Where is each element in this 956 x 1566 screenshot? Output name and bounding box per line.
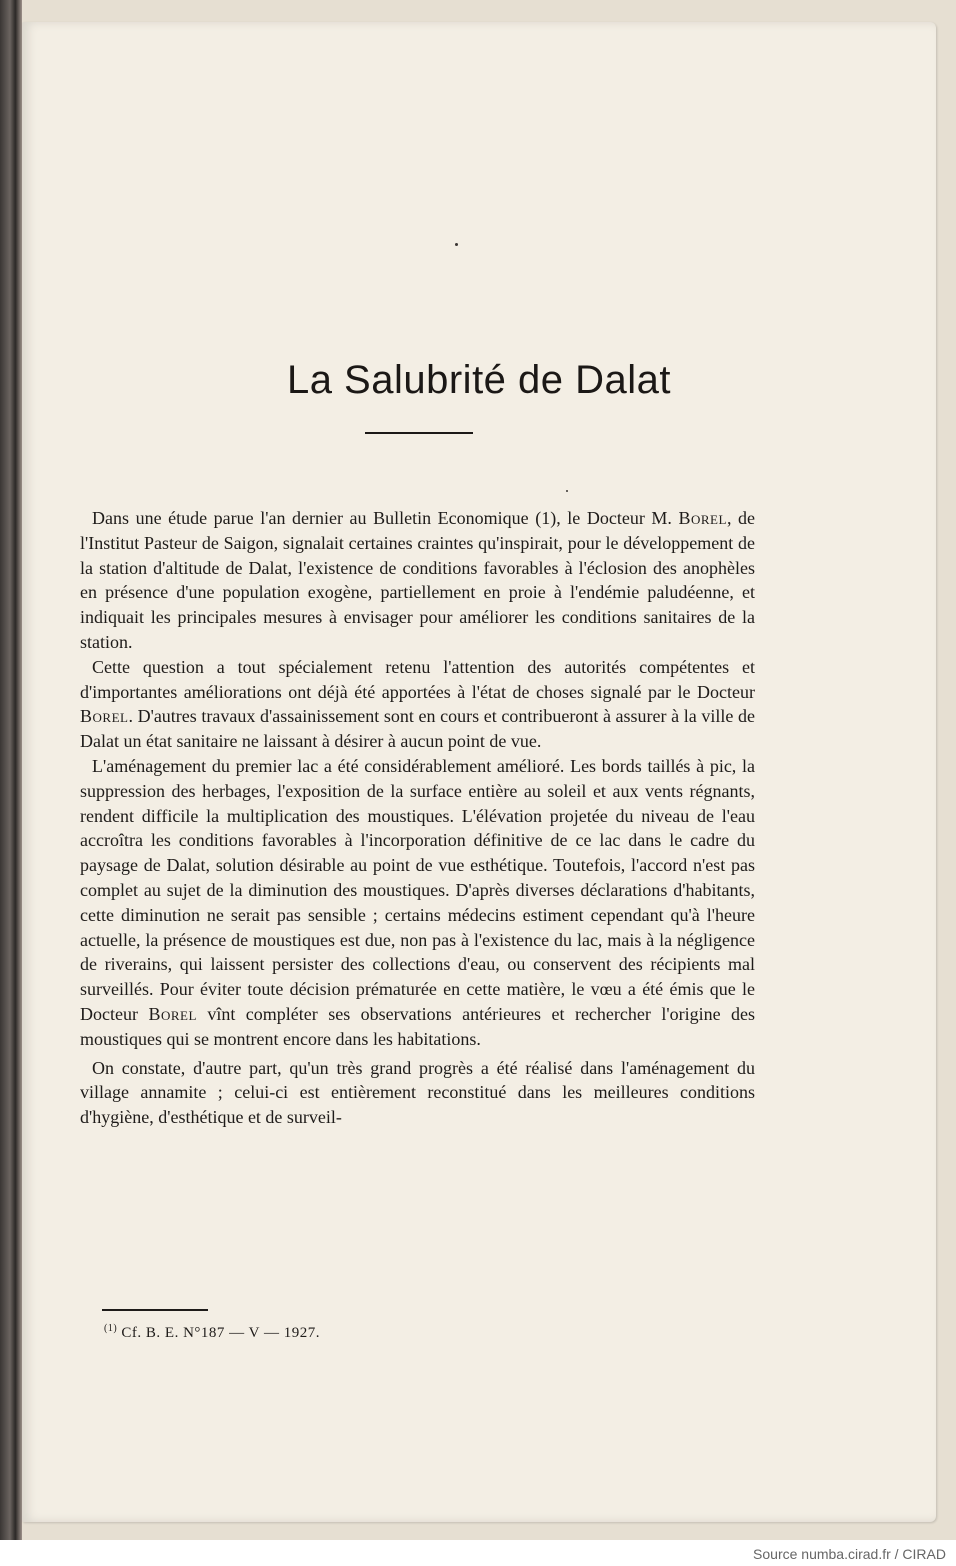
article-body [80, 506, 755, 1130]
speck [455, 243, 458, 246]
paragraph-3: L'aménagement du premier lac a été considérablement amélioré. Les bords taillés à pic, la suppression des herbages, l'exposition de la surface entière au soleil et aux vents régnants, rendent difficile la multiplication des moustiques. L'élévation projetée du niveau de l'eau accroîtra les conditions favorables à l'incorporation définitive de ce lac dans le cadre du paysage de Dalat, solution désirable au point de vue esthétique. Toutefois, l'accord n'est pas complet au sujet de la diminution des moustiques. D'après diverses déclarations d'habitants, cette diminution ne serait pas sensible ; certains médecins estiment cependant qu'à l'heure actuelle, la présence de moustiques est due, non pas à l'existence du lac, mais à la négligence de riverains, qui laissent persister des collections d'eau, ou conservent des récipients mal surveillés. Pour éviter toute décision prématurée en cette matière, le vœu a été émis que le Docteur Borel vînt compléter ses observations antérieures et rechercher l'origine des moustiques qui se montrent encore dans les habitations. [80, 755, 755, 1049]
page-title: La Salubrité de Dalat [286, 358, 672, 402]
paragraph-2: Cette question a tout spécialement retenu l'attention des autorités compétentes et d'importantes améliorations ont déjà été apportées à l'état de choses signalé par le Docteur Borel. D'autres travaux d'assainissement sont en cours et contribueront à assurer à la ville de Dalat un état sanitaire ne laissant à désirer à aucun point de vue. [80, 656, 755, 752]
book-binding [0, 0, 22, 1540]
footnote [104, 1323, 320, 1342]
footnote-rule [102, 1309, 208, 1311]
speck [566, 490, 568, 492]
title-rule [365, 432, 473, 434]
paragraph-1: Dans une étude parue l'an dernier au Bulletin Economique (1), le Docteur M. Borel, de l'Institut Pasteur de Saigon, signalait certaines craintes qu'inspirait, pour le développement de la station d'altitude de Dalat, l'existence de conditions favorables à l'éclosion des anophèles en présence d'une population exogène, partiellement en proie à l'endémie paludéenne, et indiquait les principales mesures à envisager pour améliorer les conditions sanitaires de la station. [80, 508, 755, 652]
footnote-text: Cf. B. E. N°187 — V — 1927. [121, 1325, 320, 1341]
paragraph-4: On constate, d'autre part, qu'un très grand progrès a été réalisé dans l'aménagement du village annamite ; celui-ci est entièrement reconstitué dans les meilleures conditions d'hygiène, d'esthétique et de surveil- [80, 1057, 755, 1128]
footnote-marker: (1) [104, 1323, 118, 1334]
source-caption[interactable]: Source numba.cirad.fr / CIRAD [753, 1546, 946, 1562]
